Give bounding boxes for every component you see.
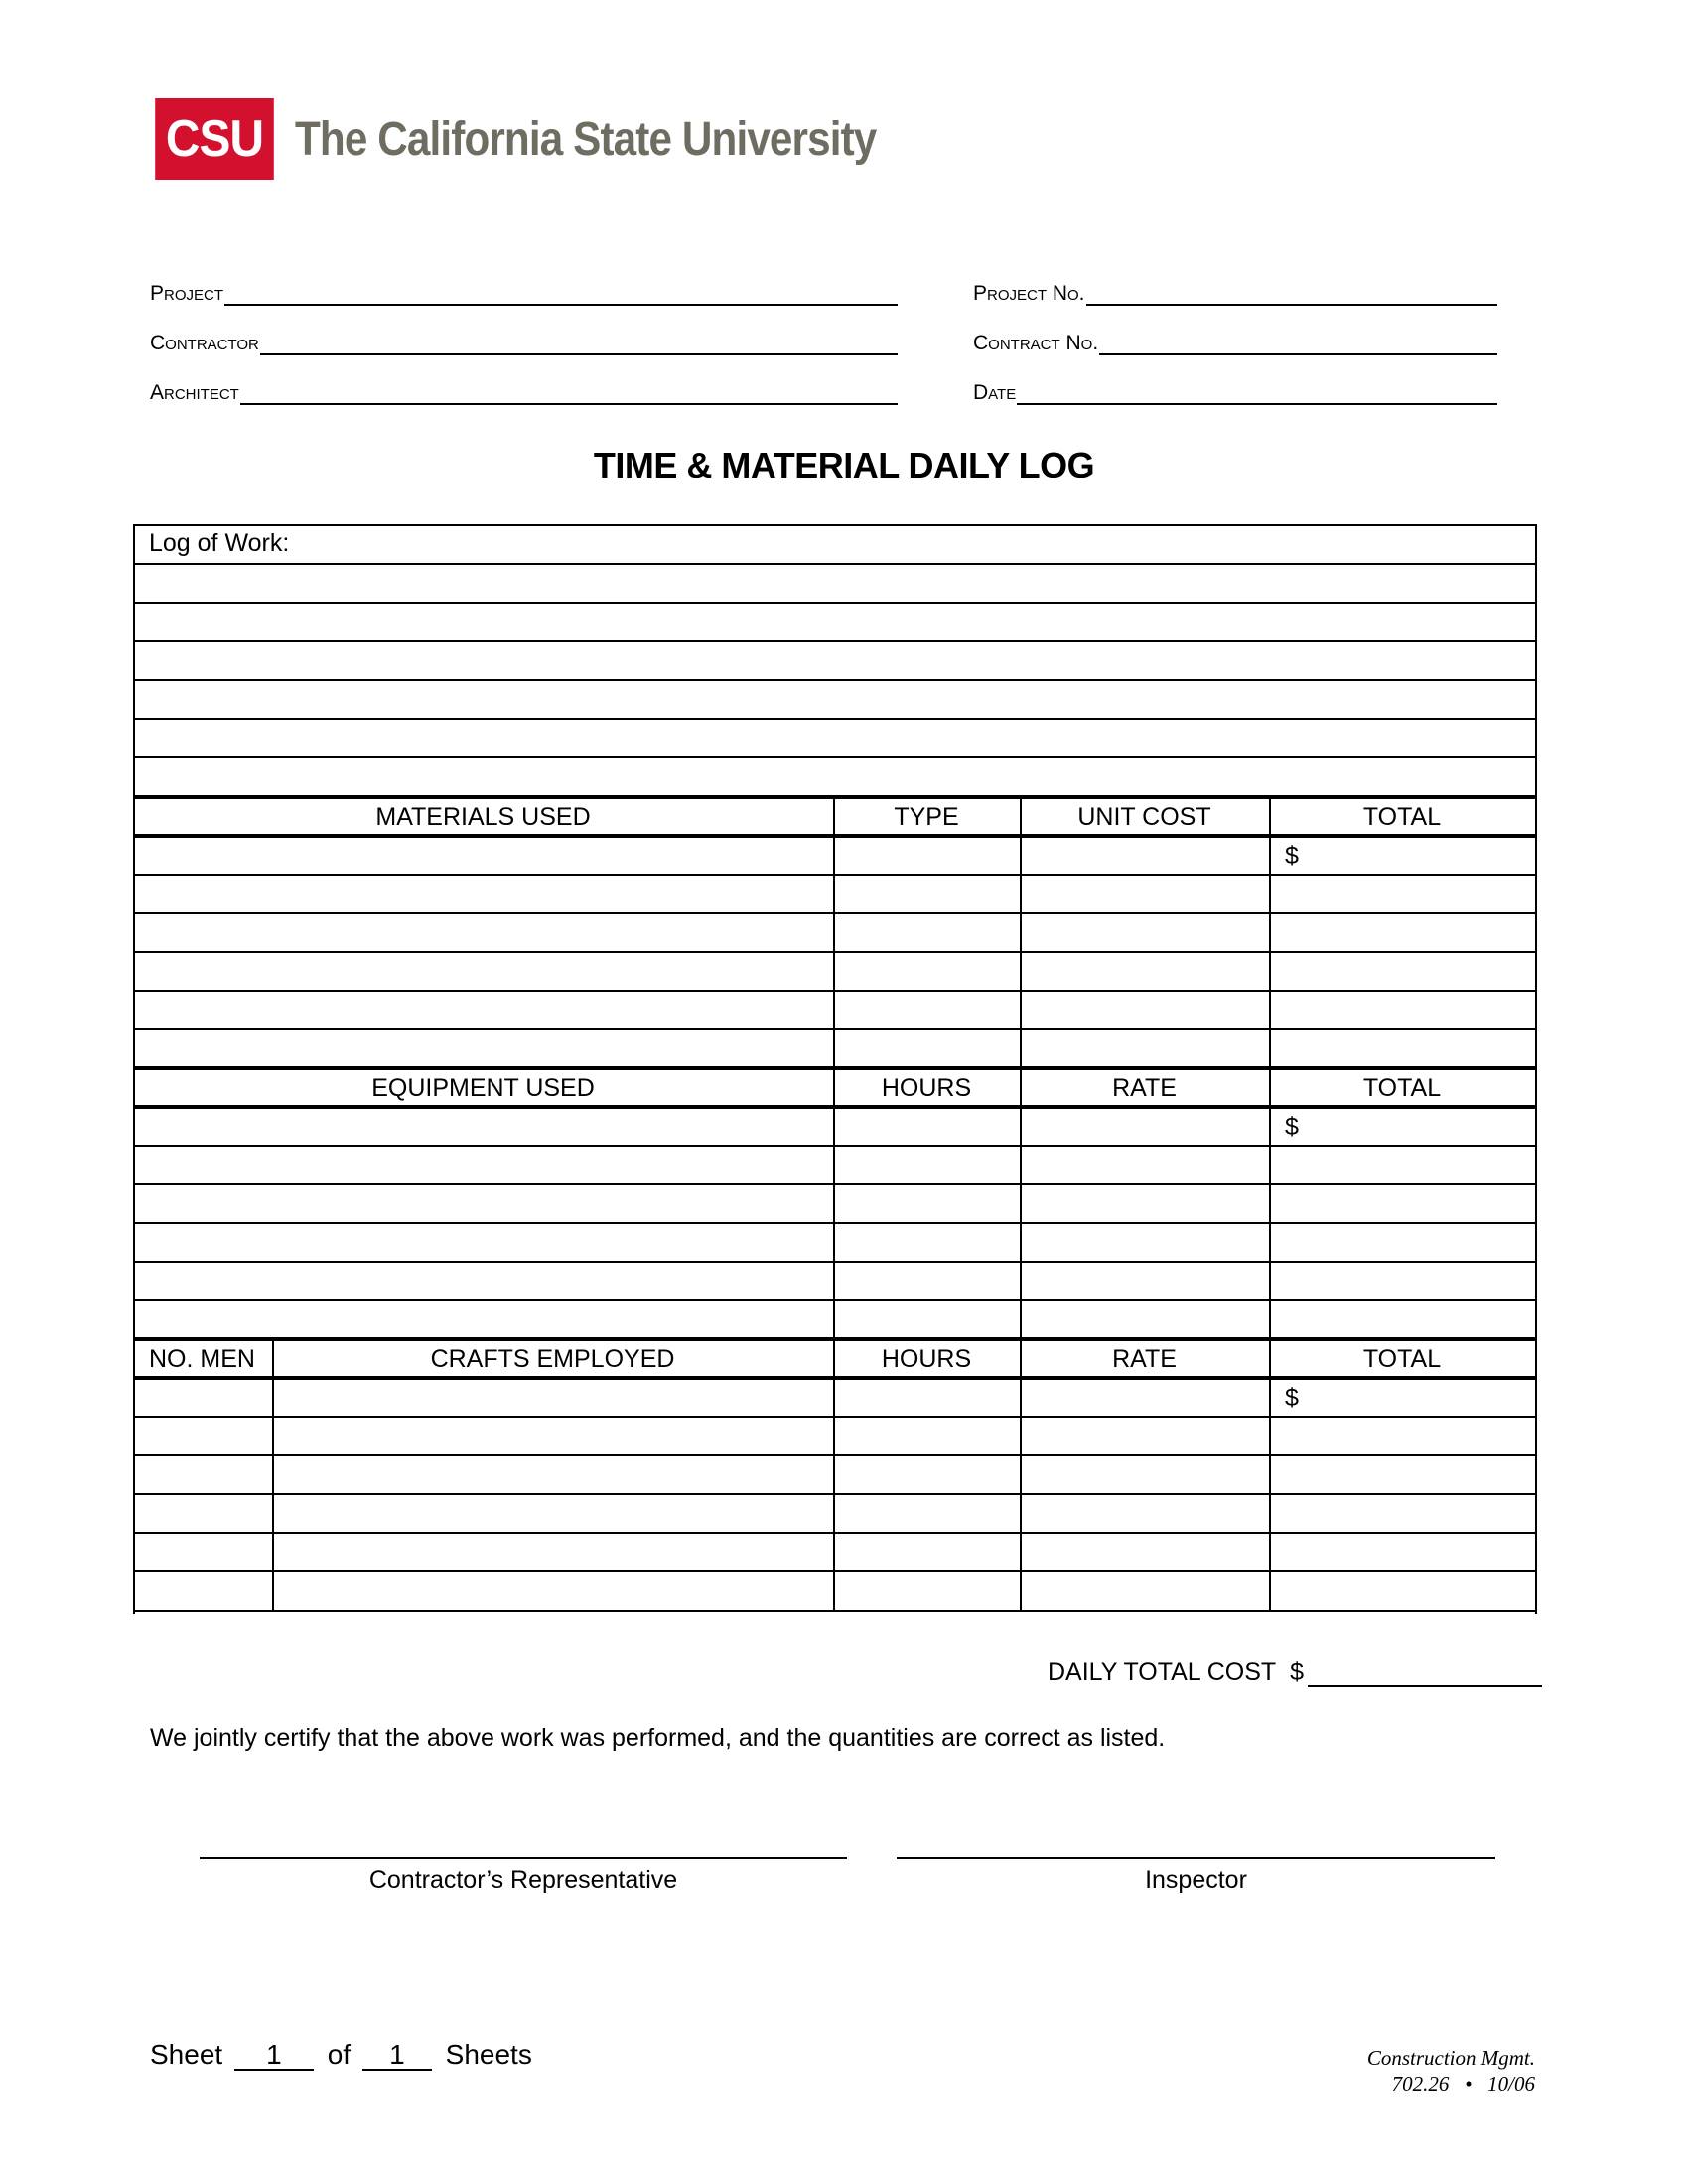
equipment-used-header: EQUIPMENT USED bbox=[371, 1074, 595, 1102]
grid-rule bbox=[133, 1493, 1537, 1495]
log-grid bbox=[133, 524, 1537, 1614]
crafts-hours-header: HOURS bbox=[881, 1345, 972, 1373]
date-input-line[interactable] bbox=[1017, 379, 1497, 405]
grid-rule bbox=[133, 1610, 1537, 1612]
crafts-rate-header: RATE bbox=[1112, 1345, 1177, 1373]
grid-rule bbox=[133, 1416, 1537, 1418]
grid-rule bbox=[133, 1570, 1537, 1572]
grid-rule bbox=[133, 874, 1537, 876]
grid-rule bbox=[133, 1532, 1537, 1534]
grid-rule bbox=[133, 1222, 1537, 1224]
sheet-count bbox=[150, 2039, 532, 2071]
column-divider bbox=[1269, 796, 1271, 1612]
grid-rule bbox=[133, 1066, 1537, 1070]
column-divider bbox=[1020, 796, 1022, 1612]
grid-rule bbox=[133, 1454, 1537, 1456]
grid-rule bbox=[133, 1261, 1537, 1263]
grid-rule bbox=[133, 563, 1537, 565]
grid-rule bbox=[133, 795, 1537, 799]
date-field[interactable] bbox=[973, 371, 1497, 405]
column-divider bbox=[272, 1338, 274, 1612]
sheet-current[interactable]: 1 bbox=[234, 2041, 314, 2071]
grid-rule bbox=[133, 1145, 1537, 1147]
sheet-of: of bbox=[327, 2039, 352, 2070]
sheet-prefix: Sheet bbox=[150, 2039, 223, 2070]
grid-rule bbox=[133, 912, 1537, 914]
grid-rule bbox=[133, 640, 1537, 642]
crafts-total-currency: $ bbox=[1285, 1384, 1299, 1412]
log-of-work-label: Log of Work: bbox=[149, 529, 290, 557]
architect-label: Architect bbox=[150, 381, 239, 404]
form-reference-line2: 702.26 • 10/06 bbox=[1391, 2072, 1535, 2096]
grid-rule bbox=[133, 1105, 1537, 1109]
crafts-total-header: TOTAL bbox=[1362, 1345, 1442, 1373]
sheet-suffix: Sheets bbox=[445, 2039, 532, 2070]
inspector-label: Inspector bbox=[1145, 1866, 1247, 1894]
materials-total-currency: $ bbox=[1285, 842, 1299, 870]
inspector-signature-line[interactable] bbox=[897, 1857, 1495, 1859]
daily-total-cost bbox=[1048, 1658, 1542, 1687]
column-divider bbox=[833, 796, 835, 1612]
date-label: Date bbox=[973, 381, 1017, 404]
contractor-field[interactable] bbox=[150, 322, 898, 355]
project-no-field[interactable] bbox=[973, 272, 1497, 306]
contract-no-input-line[interactable] bbox=[1099, 330, 1497, 355]
sheet-total[interactable]: 1 bbox=[362, 2041, 432, 2071]
materials-used-header: MATERIALS USED bbox=[375, 803, 591, 831]
grid-rule bbox=[133, 524, 1537, 526]
architect-input-line[interactable] bbox=[240, 379, 898, 405]
grid-rule bbox=[133, 951, 1537, 953]
form-title: TIME & MATERIAL DAILY LOG bbox=[593, 445, 1095, 485]
grid-rule bbox=[133, 679, 1537, 681]
form-reference bbox=[1367, 2045, 1535, 2097]
equipment-total-currency: $ bbox=[1285, 1113, 1299, 1141]
university-name: The California State University bbox=[295, 112, 877, 166]
unit-cost-header: UNIT COST bbox=[1077, 803, 1211, 831]
contract-no-label: Contract No. bbox=[973, 332, 1099, 354]
grid-rule bbox=[133, 1299, 1537, 1301]
certification-statement: We jointly certify that the above work was performed, and the quantities are correct as listed. bbox=[150, 1724, 1166, 1752]
csu-logo bbox=[150, 98, 955, 180]
csu-logo-mark: CSU bbox=[155, 98, 274, 180]
type-header: TYPE bbox=[894, 803, 959, 831]
architect-field[interactable] bbox=[150, 371, 898, 405]
contract-no-field[interactable] bbox=[973, 322, 1497, 355]
materials-total-header: TOTAL bbox=[1362, 803, 1442, 831]
contractor-signature-line[interactable] bbox=[200, 1857, 847, 1859]
grid-rule bbox=[133, 718, 1537, 720]
project-no-label: Project No. bbox=[973, 282, 1085, 305]
contractor-label: Contractor bbox=[150, 332, 259, 354]
project-label: Project bbox=[150, 282, 224, 305]
contractor-input-line[interactable] bbox=[260, 330, 898, 355]
daily-total-label: DAILY TOTAL COST bbox=[1048, 1658, 1277, 1686]
grid-rule bbox=[133, 1028, 1537, 1030]
equipment-rate-header: RATE bbox=[1112, 1074, 1177, 1102]
grid-rule bbox=[133, 990, 1537, 992]
grid-rule bbox=[133, 756, 1537, 758]
grid-rule bbox=[133, 602, 1537, 604]
equipment-hours-header: HOURS bbox=[881, 1074, 972, 1102]
project-no-input-line[interactable] bbox=[1086, 280, 1497, 306]
crafts-employed-header: CRAFTS EMPLOYED bbox=[430, 1345, 675, 1373]
project-input-line[interactable] bbox=[224, 280, 898, 306]
grid-rule bbox=[133, 1376, 1537, 1380]
project-field[interactable] bbox=[150, 272, 898, 306]
daily-total-currency: $ bbox=[1290, 1658, 1305, 1686]
grid-rule bbox=[133, 1183, 1537, 1185]
equipment-total-header: TOTAL bbox=[1362, 1074, 1442, 1102]
grid-rule bbox=[133, 1337, 1537, 1341]
daily-total-input-line[interactable] bbox=[1308, 1659, 1542, 1687]
contractor-representative-label: Contractor’s Representative bbox=[368, 1866, 678, 1894]
grid-rule bbox=[133, 834, 1537, 838]
form-reference-line1: Construction Mgmt. bbox=[1366, 2046, 1535, 2070]
no-men-header: NO. MEN bbox=[149, 1345, 255, 1373]
